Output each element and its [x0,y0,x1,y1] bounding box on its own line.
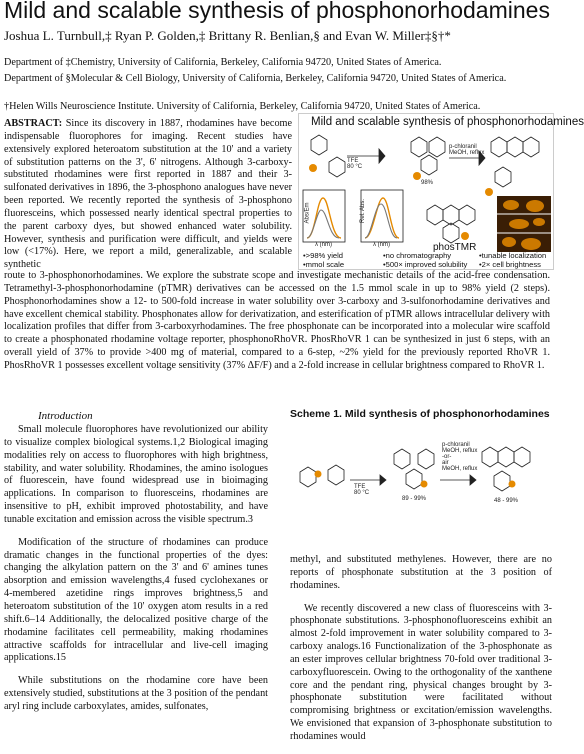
toc-yield: 98% [421,180,434,186]
axis-lambda-2: λ (nm) [373,242,390,248]
right-paragraph-1: methyl, and substituted methylenes. However, there are no reports of phosphonate substitution at the 3 position of rhodamines. [290,554,552,591]
scheme-1 [290,422,552,532]
paper-title: Mild and scalable synthesis of phosphonorhodamines [4,0,550,23]
scheme-yield-2: 48 - 99% [494,498,519,504]
product-label: phosTMR [433,242,477,253]
phosphonate-highlights [309,164,493,196]
intro-paragraph-2: Modification of the structure of rhodamines can produce dramatic changes in the functional properties of the dyes: changing the alkylation pattern on the 3' and 6' amines tunes absorption and emission wavelengths,4 fused cyclohexanes or 4-membered azetidine rings improves brightness,5 and heteroatom substitution of the 10' oxygen atom results in a red shift.6–14 Additionally, the delocalized positive charge of the rhodamine facilitates cell permeability, making rhodamines attractive scaffolds for intracellular and live-cell imaging applications.15 [4,536,268,664]
abstract-top [4,118,292,272]
author-list: Joshua L. Turnbull,‡ Ryan P. Golden,‡ Brittany R. Benlian,§ and Evan W. Miller‡§†* [4,28,451,43]
scheme-yield-1: 89 - 99% [402,496,427,502]
affiliation-neuroscience: †Helen Wills Neuroscience Institute. University of California, Berkeley, California 94720, United States of America. [4,101,481,112]
scheme-heading: Scheme 1. Mild synthesis of phosphonorhodamines [290,408,550,420]
toc-bullets-left: •>98% yield •mmol scale [303,251,345,269]
toc-title: Mild and scalable synthesis of phosphonorhodamines [311,116,584,128]
toc-graphic [298,113,584,270]
aminophenol-ring [328,465,344,485]
intro-paragraph-1: Small molecule fluorophores have revolutionized our ability to visualize complex biological systems.1,2 Biological imaging modalities rely on access to fluorophores with high brightness, stability, and water solubility. Rhodamines, the amino isologues of fluorescein, have found widespread use in bioimaging applications. In comparison to fluoresceins, rhodamines are insensitive to pH, exhibit improved photostability, and have tunable excitation and emission across the visible spectrum.3 [4,424,268,525]
axis-lambda-1: λ (nm) [315,242,332,248]
toc-conditions: TFE 80 °C [347,158,363,170]
abstract-bottom: route to 3-phosphonorhodamines. We explore the substrate scope and investigate mechanistic details of the acid-free condensation. Tetramethyl-3-phosphonorhodamine (pTMR) derivatives can be accessed on the 1.5 mmol scale in up to 98% yield (2 steps). Phosphonorhodamines show a 12- to 500-fold increase in water solubility over 3-carboxy and 3-sulfonorhodamine derivatives and have excellent chemical stability. Phosphonates allow for derivatization, and esterification of pTMR allows intracellular delivery with localization profiles that differ from 3-carboxyrhodamines. The free phosphonate can be incorporated into a molecular wire scaffold to create a phosphonated rhodamine voltage reporter, phosphonoRhoVR. PhosRhoVR 1 can be synthesized in just 6 steps, with an overall yield of 37% to provide >400 mg of material, compared to a 6-step, ~2% yield for the previously reported RhoVR 1. PhosRhoVR 1 possesses excellent voltage sensitivity (37% ΔF/F) and a 2-fold increase in cellular brightness compared to RhoVR 1. [4,270,550,371]
affiliation-chemistry: Department of ‡Chemistry, University of California, Berkeley, California 94720, United States of America. [4,57,442,68]
toc-bullets-mid: •no chromatography •500× improved solubility [383,251,468,269]
right-paragraph-2: We recently discovered a new class of fluoresceins with 3-phosphonate substitutions. 3-phosphonofluoresceins exhibit an almost 2-fold improvement in water solubility compared to 3-carboxy analogs.16 Functionalization of the 3-phosphonate as an ester improves cellular brightness 70-fold over traditional 3-carboxyfluorescein. Owing to the orthogonality of the xanthene core and the pendant ring, physical changes brought by 3-phosphonate substitution were facilitated without compromising brightness or excitation/emission wavelengths. We envisioned that expansion of 3-phosphonate substitution to rhodamines would [290,602,552,742]
scheme-reagents-2: p-chloranil MeOH, reflux -or- air MeOH, reflux [442,442,478,472]
intro-paragraph-3: While substitutions on the rhodamine core have been extensively studied, substitutions at the 3 position of the pendant aryl ring include carboxylates, amides, sulfonates, [4,675,268,712]
scheme-reagents-1: TFE 80 °C [354,484,370,496]
right-column [290,554,552,754]
axis-rel-label: Rel. Abs. [360,198,367,224]
affiliation-mcb: Department of §Molecular & Cell Biology, University of California, Berkeley, California 94720, United States of America. [4,73,507,84]
axis-abs-label: Abs/Em [304,202,311,224]
abstract-text-top: Since its discovery in 1887, rhodamines have become indispensable fluorophores for imaging. Recent studies have extensively explored heteroatom substitution at the 10' and a variety of substitution patterns on the 3', 6' nitrogens. Although 3-carboxy-substituted rhodamines were first reported in 1887 and their 3-sulfonated derivatives in 1896, the 3-phosphono analogues have never been reported. We recently reported the synthesis of 3-phosphono fluoresceins, which possessed nearly identical spectral properties to the parent carboxy dyes, but showed enhanced water solubility. However, synthesis and purification were difficult, and yields were low (<17%). Here, we report a mild, generalizable, and scalable synthetic [4,118,292,271]
toc-bullets-right: •tunable localization •2× cell brightness [479,251,547,269]
toc-drawing [299,114,553,269]
phostmr-phosphonate [461,232,469,240]
intro-heading: Introduction [38,410,93,422]
intro-column [4,424,268,724]
abstract-label: ABSTRACT: [4,118,63,129]
toc-conditions-2: p-chloranil MeOH, reflux [449,144,485,156]
aldehyde-ring [300,467,316,487]
scheme-drawing [290,422,552,532]
